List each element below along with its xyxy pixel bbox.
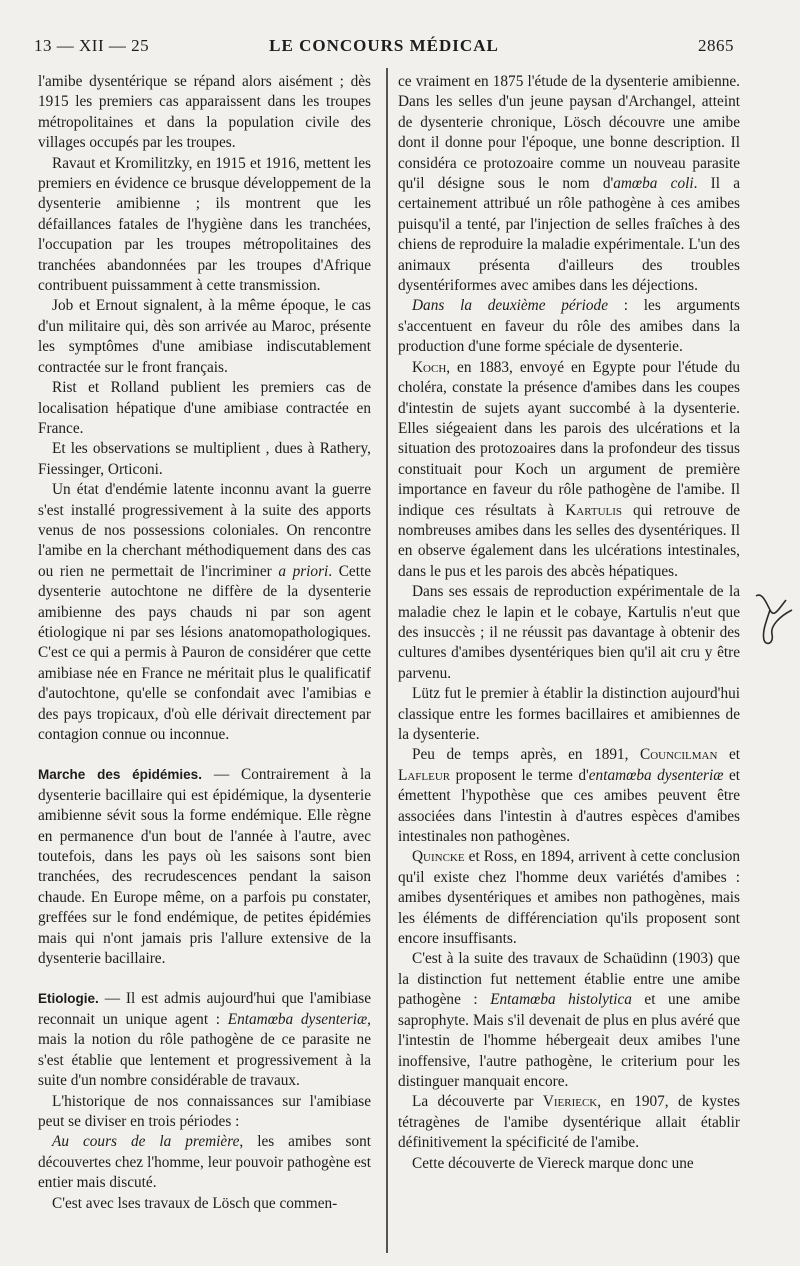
paragraph: Job et Ernout signalent, à la même époque, le cas d'un militaire qui, dès son arrivée au Maroc, présente les symptômes d'une amibiase indiscutablement contractée sur le front français.	[38, 297, 371, 376]
paragraph	[398, 949, 740, 1092]
paragraph	[398, 358, 740, 582]
left-column	[38, 72, 371, 1214]
italic-term: Dans la deuxième période	[412, 297, 608, 315]
italic-term: Entamœba dysenteriæ	[227, 1010, 368, 1028]
paragraph: Et les observations se multiplient , dues à Rathery, Fiessinger, Orticoni.	[38, 440, 371, 478]
author-name: Councilman	[640, 746, 718, 764]
page-number: 2865	[698, 36, 734, 55]
handwritten-margin-mark-icon	[752, 588, 796, 648]
column-divider	[386, 68, 388, 1253]
paragraph	[398, 847, 740, 949]
text-run: et Ross, en 1894, arrivent à cette conclusion qu'il existe chez l'homme deux variétés d'amibes : amibes dysentériques et amibes non pathogènes, mais les éléments de différenciation qu'ils proposent sont encore insuffisants.	[398, 848, 740, 948]
text-run: ce vraiment en 1875 l'étude de la dysenterie amibienne. Dans les selles d'un jeune paysan d'Archangel, atteint de dysenterie chronique, Lösch découvre une amibe dont il donne pour l'époque, une bonne description. Il considéra ce protozoaire comme un nouveau parasite qu'il désigne sous le nom d'	[398, 73, 740, 193]
right-column	[398, 72, 740, 1174]
paragraph	[398, 1092, 740, 1153]
section-etiologie	[38, 989, 371, 1091]
author-name: Kartulis	[565, 501, 623, 519]
text-run: . Il a certainement attribué un rôle pathogène à ces amibes puisqu'il a tenté, par l'injection de selles fraîches à des chiens de reproduire la maladie expérimentale. L'un des animaux présenta d'ailleurs des troubles dysentériformes avec amibes dans les déjections.	[398, 175, 740, 295]
paragraph	[398, 72, 740, 296]
italic-term: amœba coli	[613, 175, 694, 193]
text-run: et émettent l'hypothèse que ces amibes peuvent être associées dans l'intestin à d'autres espèces d'amibes intestinales non pathogènes.	[398, 766, 740, 846]
italic-term: Entamœba histolytica	[490, 991, 632, 1009]
paragraph: Lütz fut le premier à établir la distinction aujourd'hui classique entre les formes bacillaires et amibiennes de la dysenterie.	[398, 685, 740, 743]
author-name: Quincke	[412, 848, 465, 866]
paragraph	[38, 1132, 371, 1193]
text-run: , en 1883, envoyé en Egypte pour l'étude du choléra, constate la présence d'amibes dans les coupes d'intestin de sujets ayant succombé à la dysenterie. Elles siégeaient dans les parois des ulcérations et la situation des protozoaires dans la profondeur des tissus constituait pour Koch un argument de première importance en faveur du rôle pathogène de l'amibe. Il indique ces résultats à	[398, 358, 740, 519]
author-name: Koch	[412, 358, 447, 376]
section-marche	[38, 765, 371, 969]
text-run: et une amibe saprophyte. Mais s'il devenait de plus en plus avéré que l'intestin de l'homme hébergeait deux amibes l'une inoffensive, l'autre pathogène, le criterium pour les distinguer manquait encore.	[398, 991, 740, 1090]
text-run: , en 1907, de kystes tétragènes de l'amibe dysentérique allait établir définitivement la spécificité de l'amibe.	[398, 1093, 740, 1152]
section-heading: Etiologie.	[38, 991, 99, 1007]
text-run: et	[717, 746, 740, 764]
paragraph	[398, 296, 740, 357]
text-run: . Cette dysenterie autochtone ne diffère de la dysenterie amibienne des pays chauds ni par son agent étiologique ni par ses lésions anatomopathologiques. C'est ce qui a permis à Pauron de considérer que cette amibiase née en France ne méritait plus le qualificatif d'autochtone, qu'elle se confondait avec l'amibias e des pays tropicaux, d'où elle dérivait directement par contagion connue ou inconnue.	[38, 562, 371, 743]
paragraph: Cette découverte de Viereck marque donc une	[412, 1154, 694, 1172]
issue-date: 13 — XII — 25	[34, 36, 150, 55]
text-run: proposent le terme d'	[450, 766, 589, 784]
text-run: : les arguments s'accentuent en faveur du rôle des amibes dans la production d'une forme spéciale de dysenterie.	[398, 297, 740, 356]
italic-term: entamœba dysenteriæ	[588, 766, 724, 784]
journal-title: LE CONCOURS MÉDICAL	[269, 36, 499, 55]
author-name: Lafleur	[398, 766, 451, 784]
text-run: C'est à la suite des travaux de Schaüdinn (1903) que la distinction fut nettement établie entre une amibe pathogène :	[398, 950, 740, 1009]
paragraph: Dans ses essais de reproduction expérimentale de la maladie chez le lapin et le cobaye, Kartulis n'eut que des insuccès ; il ne réussit pas davantage à obtenir des cultures d'amibes dysentériques bien qu'il ait cru y être parvenu.	[398, 583, 740, 682]
paragraph: C'est avec lses travaux de Lösch que commen-	[52, 1194, 338, 1212]
italic-term: a priori	[278, 562, 329, 580]
text-run: — Contrairement à la dysenterie bacillaire qui est épidémique, la dysenterie amibienne sévit sous la forme endémique. Elle règne en permanence d'un bout de l'année à l'autre, avec toutefois, dans les pays où les saisons sont bien tranchées, des recrudescences pendant la saison chaude. En Europe même, on a parfois pu constater, greffées sur le fond endémique, de petites épidémies mais qui n'ont jamais pris l'allure extensive de la dysenterie bacillaire.	[38, 766, 371, 968]
section-heading: Marche des épidémies.	[38, 767, 202, 783]
page-header	[34, 30, 734, 60]
text-run: , les amibes sont découvertes chez l'homme, leur pouvoir pathogène est entier mais discuté.	[38, 1133, 371, 1192]
text-run: qui retrouve de nombreuses amibes dans les selles des dysentériques. Il en observe également dans les ulcérations intestinales, dans le pus et les parois des abcès hépatiques.	[398, 501, 741, 580]
paragraph: Ravaut et Kromilitzky, en 1915 et 1916, mettent les premiers en évidence ce brusque développement de la dysenterie amibienne ; ils montrent que les défaillances fatales de l'hygiène dans les tranchées, l'occupation par les troupes métropolitaines des tranchées abandonnées par les troupes d'Afrique contribuent puissamment à cette transmission.	[38, 154, 371, 295]
paragraph: L'historique de nos connaissances sur l'amibiase peut se diviser en trois périodes :	[38, 1092, 371, 1130]
paragraph: Rist et Rolland publient les premiers cas de localisation hépatique d'une amibiase contractée en France.	[38, 379, 371, 437]
text-run: , mais la notion du rôle pathogène de ce parasite ne s'est établie que lentement et progressivement à la suite d'un nombre considérable de travaux.	[38, 1010, 371, 1090]
text-run: — Il est admis aujourd'hui que l'amibiase reconnait un unique agent :	[38, 990, 371, 1028]
author-name: Vierieck	[542, 1093, 598, 1111]
paragraph	[398, 745, 740, 847]
text-run: La découverte par	[412, 1093, 543, 1111]
paragraph: l'amibe dysentérique se répand alors aisément ; dès 1915 les premiers cas apparaissent dans les troupes métropolitaines et dans la population civile des villages occupés par les troupes.	[38, 73, 371, 152]
text-run: Peu de temps après, en 1891,	[412, 746, 640, 764]
text-run: Un état d'endémie latente inconnu avant la guerre s'est installé progressivement à la suite des apports venus de nos possessions coloniales. On rencontre l'amibe en la cherchant méthodiquement dans des cas ou rien ne permettait de l'incriminer	[38, 481, 371, 580]
paragraph	[38, 480, 371, 745]
italic-term: Au cours de la première	[52, 1133, 240, 1151]
